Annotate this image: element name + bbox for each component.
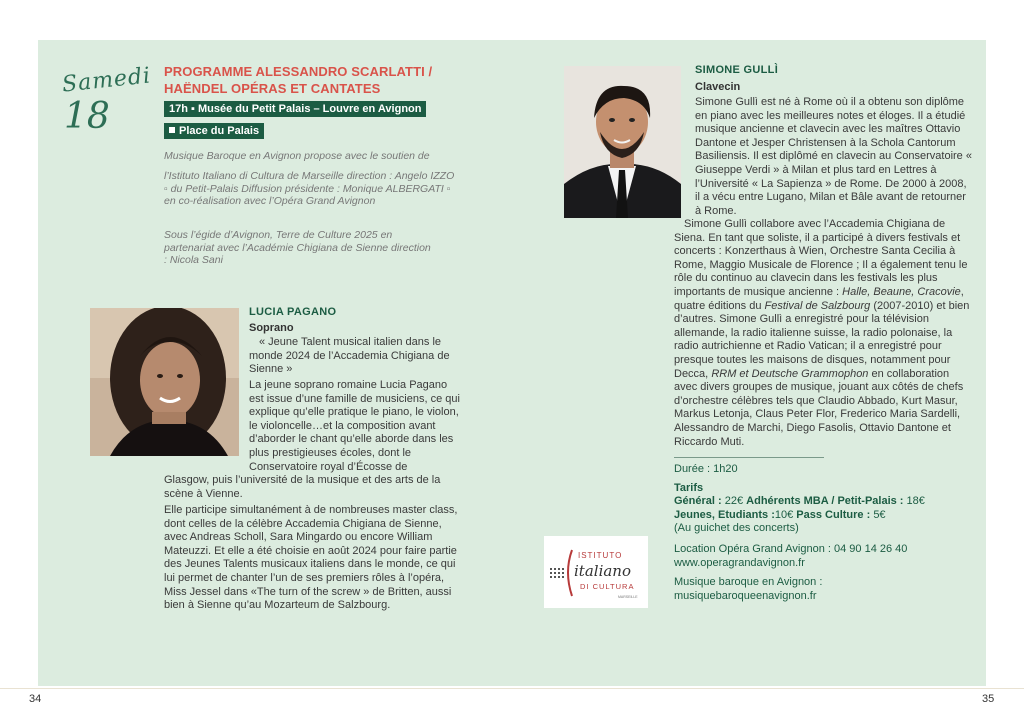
general-label: Général : bbox=[674, 495, 722, 507]
simone-bio-2-festival: Festival de Salzbourg bbox=[764, 299, 871, 312]
simone-photo bbox=[564, 66, 681, 218]
location-url[interactable]: www.operagrandavignon.fr bbox=[674, 557, 805, 569]
location-block bbox=[674, 542, 907, 570]
time-venue-tag bbox=[164, 101, 426, 117]
date-day: Samedi bbox=[60, 63, 153, 98]
time-venue-text: 17h ▪ Musée du Petit Palais – Louvre en Avignon bbox=[169, 103, 422, 115]
tarifs-title: Tarifs bbox=[674, 482, 704, 494]
program-title bbox=[164, 63, 432, 97]
sponsor-note-3: Sous l’égide d’Avignon, Terre de Culture 2025 en partenariat avec l’Académie Chigiana de Sienne direction : Nicola Sani bbox=[164, 229, 431, 266]
mba-url[interactable]: musiquebaroqueenavignon.fr bbox=[674, 590, 817, 602]
simone-bio-1: Simone Gullì est né à Rome où il a obtenu son diplôme en piano avec les meilleures notes et éloges. Il a étudié musique ancienne et clavecin avec les maîtres Ottavio Dantone et Jesper Christensen à la Schola Cantorum Basiliensis. Il est diplômé en clavecin au Conservatoire « Giuseppe Verdi » à Milan et plus tard en Lettres à l’Université « La Sapienza » de Rome. De 2000 à 2008, il a vécu entre Lugano, Milan et Bâle avant de retourner à Rome. bbox=[695, 96, 972, 217]
lucia-bio-1a: La jeune soprano romaine Lucia Pagano est issue d’une famille de musiciens, ce qui explique qu’elle pratique le piano, le violon, le violoncelle…et la composition avant d’aborder le chant qu’elle aborde dans les plus prestigieuses écoles, dont le Conservatoire royal d’Écosse de bbox=[249, 379, 460, 473]
simone-role: Clavecin bbox=[695, 81, 741, 93]
simone-bio-2a: Simone Gullì collabore avec l’Accademia Chigiana de Siena. En tant que soliste, il a participé à divers festivals et concerts : Konzerthaus à Wien, Orchestre Santa Cecilia à Rome, Maggio Musicale de Florence ; Il a également tenu le rôle du continuo au clavecin dans les festivals les plus importants de musique ancienne : bbox=[674, 218, 968, 298]
bottom-rule bbox=[0, 688, 1024, 689]
lucia-quote: « Jeune Talent musical italien dans le monde 2024 de l’Accademia Chigiana de Sienne » bbox=[249, 336, 450, 376]
lucia-bio-2: Elle participe simultanément à de nombreuses master class, dont celles de la célèbre Accademia Chigiana de Sienne, avec Andreas Scholl, Sara Mingardo ou encore William Mateuzzi. Et elle a été choisie en août 2024 pour faire partie des Jeunes Talents musicaux italiens dans le monde, ce qui lui permet de chanter l’un de ses premiers rôles à l’opéra, Miss Jessel dans «The turn of the screw » de Britten, aussi bien à Sienne qu’au Mozarteum de Salzbourg. bbox=[164, 504, 458, 612]
lucia-role: Soprano bbox=[249, 322, 294, 334]
youth-label: Jeunes, Etudiants : bbox=[674, 508, 775, 521]
sponsor-note-2: l’Istituto Italiano di Cultura de Marseille direction : Angelo IZZO ▫ du Petit-Palais Diffusion présidente : Monique ALBERGATI ▫ en co-réalisation avec l’Opéra Grand Avignon bbox=[164, 170, 455, 207]
general-price: 22€ bbox=[724, 495, 744, 507]
simone-bio-2 bbox=[674, 218, 972, 449]
pass-label: Pass Culture : bbox=[796, 508, 871, 521]
tarifs-line-1 bbox=[674, 495, 925, 509]
tarifs-block bbox=[674, 495, 925, 536]
info-divider bbox=[674, 457, 824, 458]
duration: Durée : 1h20 bbox=[674, 463, 738, 475]
simone-bio-2-labels: RRM et Deutsche Grammophon bbox=[711, 367, 869, 380]
simone-name: SIMONE GULLÌ bbox=[695, 64, 779, 76]
mba-label: Musique baroque en Avignon : bbox=[674, 576, 823, 588]
place-text: Place du Palais bbox=[179, 125, 260, 137]
simone-bio-2d: en collaboration avec divers groupes de musique, jouant aux côtés de chefs d’orchestre célèbres tels que Claudio Abbado, Kurt Masur, Markus Letonja, Claus Peter Flor, Frederico Maria Sardelli, Alessandro de Marchi, Diego Fasolis, Ottavio Dantone et Riccardo Muti. bbox=[674, 367, 964, 448]
date-number: 18 bbox=[64, 96, 110, 137]
sponsor-note-1: Musique Baroque en Avignon propose avec le soutien de bbox=[164, 150, 430, 162]
lucia-portrait-image bbox=[90, 308, 239, 456]
location-label: Location Opéra Grand Avignon : 04 90 14 26 40 bbox=[674, 543, 908, 555]
page-number-right: 35 bbox=[982, 693, 995, 705]
simone-bio-2b: , quatre éditions du bbox=[674, 285, 964, 312]
simone-bio-2c: (2007-2010) et bien d’autres. Simone Gullì a enregistré pour la télévision allemande, la radio italienne suisse, la radio polonaise, la radio autrichienne et Radio Vatican; il a enregistré pour presque toutes les maisons de disques, notamment pour Decca, bbox=[674, 299, 970, 380]
logo-line2: italiano bbox=[574, 562, 631, 580]
place-tag bbox=[164, 123, 264, 139]
pass-price: 5€ bbox=[873, 508, 886, 521]
lucia-name: LUCIA PAGANO bbox=[249, 306, 337, 318]
istituto-logo bbox=[544, 536, 648, 608]
logo-line4: MARSEILLE bbox=[618, 595, 638, 599]
square-icon bbox=[169, 127, 175, 133]
simone-portrait-image bbox=[564, 66, 681, 218]
logo-line3: DI CULTURA bbox=[580, 582, 635, 591]
lucia-bio-1b: Glasgow, puis l’université de la musique et des arts de la scène à Vienne. bbox=[164, 474, 441, 500]
mba-block bbox=[674, 575, 822, 603]
tarifs-line-2 bbox=[674, 509, 925, 523]
members-label: Adhérents MBA / Petit-Palais : bbox=[746, 495, 904, 507]
simone-bio-2-cities: Halle, Beaune, Cracovie bbox=[842, 285, 961, 298]
page-number-left: 34 bbox=[29, 693, 42, 705]
members-price: 18€ bbox=[906, 495, 925, 507]
logo-line1: ISTITUTO bbox=[578, 551, 623, 560]
program-title-line1: PROGRAMME ALESSANDRO SCARLATTI / bbox=[164, 64, 433, 79]
youth-price: 10€ bbox=[774, 508, 794, 521]
guichet-note: (Au guichet des concerts) bbox=[674, 522, 799, 534]
istituto-logo-image bbox=[544, 536, 648, 608]
program-title-line2: HAËNDEL OPÉRAS ET CANTATES bbox=[164, 81, 381, 96]
lucia-photo bbox=[90, 308, 239, 456]
